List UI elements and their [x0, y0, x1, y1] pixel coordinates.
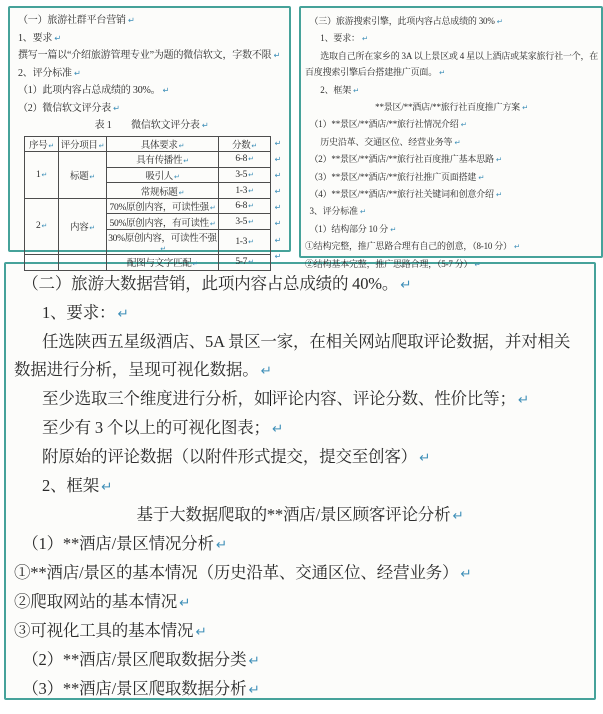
- text-line: [305, 13, 598, 30]
- line-text: 百度搜索引擎后台搭建推广页面。: [305, 67, 438, 78]
- document-page: [0, 6, 600, 714]
- paragraph-return-mark: ↵: [353, 85, 359, 95]
- table-cell-score: 6-8↵: [219, 198, 271, 214]
- line-text: 任选陕西五星级酒店、5A 景区一家，在相关网站爬取评论数据，并对相关: [42, 332, 571, 351]
- line-text: ③可视化工具的基本情况: [14, 621, 194, 640]
- cell-return-mark: ↵: [41, 170, 48, 179]
- cell-return-mark: ↵: [41, 222, 48, 231]
- paragraph-return-mark: ↵: [454, 137, 461, 147]
- paragraph-return-mark: ↵: [517, 392, 529, 408]
- paragraph-return-mark: ↵: [248, 653, 260, 669]
- text-line: [305, 203, 598, 220]
- text-line: [18, 117, 285, 135]
- line-text: 2、框架: [42, 476, 99, 495]
- text-line: [305, 134, 598, 151]
- paragraph-return-mark: ↵: [400, 277, 412, 293]
- cell-return-mark: ↵: [178, 141, 185, 150]
- line-text: **景区/**酒店/**旅行社百度推广方案: [375, 102, 520, 113]
- line-text: （1）**酒店/景区情况分析: [22, 534, 214, 553]
- text-line: [14, 646, 586, 675]
- text-line: [14, 356, 586, 385]
- cell-return-mark: ↵: [248, 170, 254, 179]
- cell-return-mark: ↵: [248, 186, 254, 195]
- cell-return-mark: ↵: [248, 217, 254, 226]
- line-text: 撰写一篇以“介绍旅游管理专业”为题的微信软文，字数不限: [18, 50, 272, 61]
- table-header-cell: 序号↵: [25, 136, 59, 152]
- text-line: [305, 186, 598, 203]
- line-text: 2、评分标准: [18, 67, 72, 79]
- text-line: [18, 30, 285, 48]
- row-end-return-mark: ↵: [274, 138, 282, 148]
- table-cell-score: 1-3↵: [219, 183, 271, 199]
- table-cell-item: [59, 255, 107, 271]
- table-cell-score: 5-7↵: [219, 255, 271, 271]
- text-line: [305, 48, 598, 64]
- paragraph-return-mark: ↵: [478, 172, 485, 182]
- paragraph-return-mark: ↵: [117, 306, 129, 322]
- table-cell-score: 6-8↵: [219, 152, 271, 168]
- table-row-return-marks: [271, 136, 285, 271]
- line-text: 附原始的评论数据（以附件形式提交，提交至创客）: [42, 447, 417, 466]
- panel-search-engine-marketing: [299, 6, 603, 269]
- line-text: ①**酒店/景区的基本情况（历史沿革、交通区位、经营业务）: [14, 563, 459, 582]
- line-text: 2、框架: [320, 84, 351, 95]
- line-text: （2）**酒店/景区爬取数据分类: [22, 650, 247, 669]
- row-end-return-mark: ↵: [274, 219, 282, 229]
- line-text: （1）结构部分 10 分: [309, 223, 389, 234]
- text-line: [18, 12, 285, 30]
- line-text: 3、评分标准: [309, 206, 358, 217]
- paragraph-return-mark: ↵: [127, 15, 135, 25]
- row-end-return-mark: ↵: [274, 203, 282, 213]
- cell-return-mark: ↵: [251, 141, 257, 150]
- text-line: [305, 82, 598, 99]
- table-cell-requirement: 具有传播性↵: [107, 152, 219, 168]
- paragraph-return-mark: ↵: [359, 207, 366, 217]
- line-text: （1）此项内容占总成绩的 30%。: [18, 85, 161, 96]
- line-text: （三）旅游搜索引擎，此项内容占总成绩的 30%: [309, 16, 495, 26]
- top-panels-row: [8, 6, 599, 270]
- line-text: 基于大数据爬取的**酒店/景区顾客评论分析: [136, 505, 451, 524]
- paragraph-return-mark: ↵: [439, 68, 445, 78]
- table-cell-score: 1-3↵: [219, 230, 271, 255]
- cell-return-mark: ↵: [192, 260, 198, 269]
- line-text: （4）**景区/**酒店/**旅行社关键词和创意介绍: [309, 189, 494, 200]
- cell-return-mark: ↵: [98, 141, 105, 150]
- cell-return-mark: ↵: [248, 202, 254, 211]
- table-cell-item: 内容↵: [59, 198, 107, 254]
- text-line: [305, 99, 598, 116]
- table-cell-requirement: 常规标题↵: [107, 183, 219, 199]
- cell-return-mark: ↵: [174, 172, 180, 181]
- paragraph-return-mark: ↵: [73, 67, 81, 78]
- table-cell-no: 2↵: [25, 198, 59, 254]
- cell-return-mark: ↵: [209, 219, 216, 228]
- paragraph-return-mark: ↵: [101, 479, 113, 495]
- paragraph-return-mark: ↵: [162, 85, 170, 95]
- line-text: （2）**景区/**酒店/**旅行社百度推广基本思路: [309, 154, 494, 165]
- wechat-scoring-table: [24, 136, 271, 271]
- text-line: [305, 116, 598, 133]
- paragraph-return-mark: ↵: [215, 537, 227, 553]
- paragraph-return-mark: ↵: [452, 508, 464, 524]
- line-text: 选取自己所在家乡的 3A 以上景区或 4 星以上酒店或某家旅行社一个，在: [320, 50, 599, 61]
- table-header-cell: 评分项目↵: [59, 136, 107, 152]
- table-cell-requirement: 吸引人↵: [107, 167, 219, 183]
- table-header-cell: 分数↵: [219, 136, 271, 152]
- line-text: ②爬取网站的基本情况: [14, 592, 178, 611]
- table-header-cell: 具体要求↵: [107, 136, 219, 152]
- row-end-return-mark: ↵: [274, 170, 282, 180]
- row-end-return-mark: ↵: [274, 251, 282, 261]
- text-line: [14, 501, 586, 530]
- paragraph-return-mark: ↵: [179, 595, 191, 611]
- panel-bigdata-marketing: [4, 259, 596, 700]
- line-text: （2）微信软文评分表: [18, 102, 111, 114]
- line-text: 历史沿革、交通区位、经营业务等: [320, 136, 453, 147]
- cell-return-mark: ↵: [248, 258, 254, 267]
- paragraph-return-mark: ↵: [521, 103, 528, 113]
- panel-three-lines: [305, 13, 598, 273]
- table-cell-requirement: 配图与文字匹配↵: [107, 255, 219, 271]
- paragraph-return-mark: ↵: [195, 624, 207, 640]
- paragraph-return-mark: ↵: [248, 682, 260, 698]
- text-line: [14, 299, 586, 328]
- text-line: [305, 30, 598, 47]
- table-cell-score: 3-5↵: [219, 167, 271, 183]
- line-text: （3）**景区/**酒店/**旅行社推广页面搭建: [309, 171, 477, 182]
- line-text: ①结构完整，推广思路合理有自己的创意，（8-10 分）: [305, 241, 512, 252]
- line-text: 数据进行分析，呈现可视化数据。: [14, 360, 259, 379]
- cell-return-mark: ↵: [178, 188, 185, 197]
- cell-return-mark: ↵: [248, 238, 254, 247]
- table-cell-no: [25, 255, 59, 271]
- text-line: [18, 100, 285, 118]
- cell-return-mark: ↵: [89, 224, 95, 233]
- cell-return-mark: ↵: [183, 157, 189, 166]
- line-text: 1、要求：: [42, 303, 116, 322]
- paragraph-return-mark: ↵: [201, 120, 209, 130]
- text-line: [14, 385, 586, 414]
- line-text: ②结构基本完整，推广思路合理，（5-7 分）: [305, 258, 473, 269]
- text-line: [18, 47, 285, 65]
- paragraph-return-mark: ↵: [496, 17, 503, 26]
- panel-social-platform-marketing: [8, 6, 291, 270]
- table-cell-requirement: 50%原创内容，有可读性↵: [107, 214, 219, 230]
- paragraph-return-mark: ↵: [418, 450, 431, 466]
- paragraph-return-mark: ↵: [271, 421, 283, 437]
- row-end-return-mark: ↵: [274, 154, 282, 164]
- text-line: [305, 238, 598, 255]
- paragraph-return-mark: ↵: [260, 363, 272, 379]
- paragraph-return-mark: ↵: [460, 120, 467, 130]
- paragraph-return-mark: ↵: [390, 224, 397, 234]
- row-end-return-mark: ↵: [274, 187, 282, 197]
- text-line: [18, 82, 285, 100]
- table-cell-score: 3-5↵: [219, 214, 271, 230]
- text-line: [14, 443, 586, 472]
- text-line: [14, 588, 586, 617]
- text-line: [14, 328, 586, 356]
- line-text: 1、要求: [18, 32, 53, 44]
- text-line: [305, 169, 598, 186]
- text-line: [14, 472, 586, 501]
- table-cell-requirement: 30%原创内容，可读性不强↵: [107, 230, 219, 255]
- line-text: 评论内容、评论分数、性价比等；: [271, 389, 516, 408]
- line-text: 至少选取三个维度进行分析，如: [42, 389, 271, 408]
- text-line: [18, 65, 285, 83]
- line-text: 1、要求：: [320, 33, 360, 44]
- line-text: （二）旅游大数据营销，此项内容占总成绩的 40%。: [22, 274, 399, 293]
- paragraph-return-mark: ↵: [113, 102, 120, 113]
- line-text: （一）旅游社群平台营销: [18, 15, 126, 26]
- text-line: [14, 530, 586, 559]
- text-line: [14, 617, 586, 646]
- row-end-return-mark: ↵: [274, 235, 282, 245]
- paragraph-return-mark: ↵: [495, 190, 502, 200]
- text-line: [14, 270, 586, 299]
- table-cell-requirement: 70%原创内容，可读性强↵: [107, 198, 219, 214]
- table-cell-no: 1↵: [25, 152, 59, 199]
- text-line: [14, 414, 586, 443]
- line-text: 表 1 微信软文评分表: [94, 120, 200, 131]
- panel-two-lines: [14, 270, 586, 704]
- cell-return-mark: ↵: [248, 155, 254, 164]
- paragraph-return-mark: ↵: [474, 259, 481, 269]
- line-text: （1）**景区/**酒店/**旅行社情况介绍: [309, 119, 459, 130]
- cell-return-mark: ↵: [89, 172, 95, 181]
- text-line: [305, 151, 598, 168]
- paragraph-return-mark: ↵: [273, 50, 281, 60]
- line-text: 至少有 3 个以上的可视化图表；: [42, 418, 270, 437]
- text-line: [14, 559, 586, 588]
- line-text: （3）**酒店/景区爬取数据分析: [22, 679, 247, 698]
- paragraph-return-mark: ↵: [460, 566, 472, 582]
- text-line: [305, 64, 598, 81]
- cell-return-mark: ↵: [48, 141, 54, 150]
- cell-return-mark: ↵: [209, 204, 216, 213]
- text-line: [305, 221, 598, 238]
- paragraph-return-mark: ↵: [361, 34, 368, 44]
- cell-return-mark: ↵: [160, 245, 166, 254]
- wechat-scoring-table-wrap: [24, 136, 285, 271]
- panel-one-lines: [18, 12, 285, 135]
- table-cell-item: 标题↵: [59, 152, 107, 199]
- text-line: [14, 675, 586, 704]
- paragraph-return-mark: ↵: [495, 155, 502, 165]
- paragraph-return-mark: ↵: [513, 242, 520, 252]
- paragraph-return-mark: ↵: [54, 32, 61, 43]
